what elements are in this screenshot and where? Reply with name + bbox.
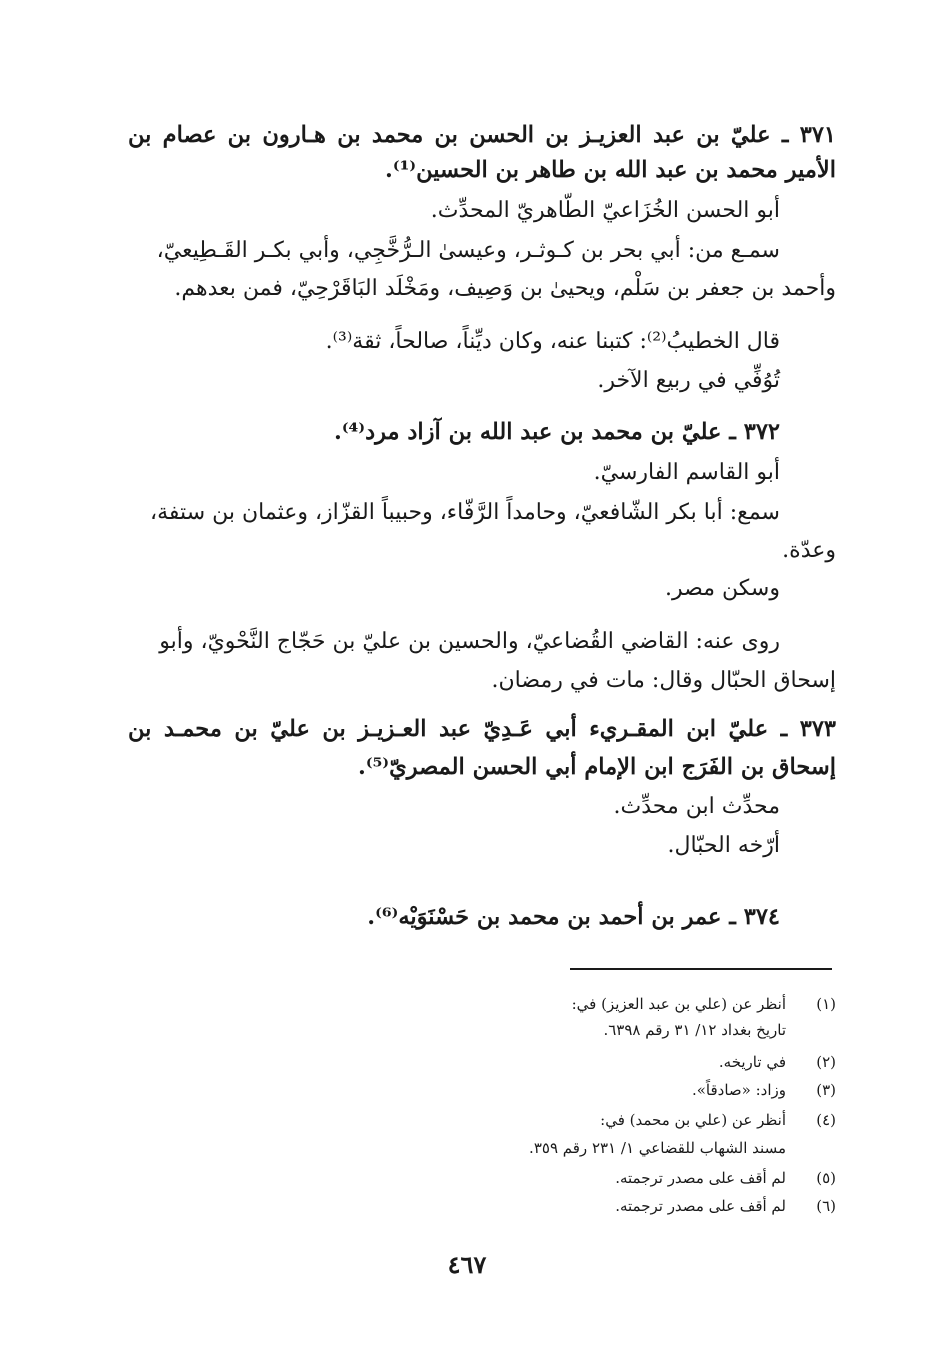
- entry-374-heading: ٣٧٤ ـ عمر بن أحمد بن محمد بن حَسْنَوَيْه⁽⁶⁾.: [367, 904, 780, 930]
- footnote-2: [719, 1050, 836, 1074]
- entry-371-death: تُوُفِّي في ربيع الآخر.: [597, 368, 780, 393]
- footnote-6: [615, 1194, 836, 1218]
- entry-373-description: محدِّث ابن محدِّث.: [613, 794, 780, 819]
- footnote-number: (٢): [816, 1053, 836, 1071]
- footnote-text: أنظر عن (علي بن محمد) في:: [600, 1111, 786, 1129]
- footnote-number: (٣): [816, 1081, 836, 1099]
- footnote-1-continuation: تاريخ بغداد ١٢/ ٣١ رقم ٦٣٩٨.: [603, 1021, 786, 1039]
- footnote-text: لم أقف على مصدر ترجمته.: [615, 1169, 786, 1187]
- entry-372-residence: وسكن مصر.: [665, 576, 780, 601]
- entry-373-dated-by: أرّخه الحبّال.: [667, 833, 780, 858]
- footnote-text: في تاريخه.: [718, 1053, 786, 1071]
- entry-371-teachers-line-2: وأحمد بن جعفر بن سَلْم، ويحيىٰ بن وَصِيف، ومَخْلَد البَاقَرْحِيّ، فمن بعدهم.: [174, 276, 836, 301]
- footnote-4: [600, 1108, 836, 1132]
- footnote-number: (٤): [816, 1111, 836, 1129]
- entry-371-teachers-line-1: سمـع من: أبي بحر بن كـوثـر، وعيسىٰ الـرُّخَّجِي، وأبي بكـر القَـطِيعيّ،: [156, 238, 780, 263]
- footnote-number: (٦): [816, 1197, 836, 1215]
- footnote-number: (٥): [816, 1169, 836, 1187]
- footnote-number: (١): [816, 995, 836, 1013]
- entry-373-heading-line-1: ٣٧٣ ـ عليّ ابن المقـريء أبي عَـدِيّ عبد العـزيـز بن عليّ بن محمـد بن: [128, 716, 836, 742]
- entry-371-heading-line-1: ٣٧١ ـ عليّ بن عبد العزيـز بن الحسن بن محمد بن هـارون بن عصام بن: [128, 122, 836, 148]
- entry-372-narrators-line-2: إسحاق الحبّال وقال: مات في رمضان.: [491, 668, 836, 693]
- footnote-separator: [570, 968, 832, 970]
- footnote-text: لم أقف على مصدر ترجمته.: [615, 1197, 786, 1215]
- entry-372-kunya: أبو القاسم الفارسيّ.: [593, 460, 780, 485]
- entry-372-narrators-line-1: روى عنه: القاضي القُضاعيّ، والحسين بن عليّ بن حَجّاج النَّحْويّ، وأبو: [159, 629, 780, 654]
- footnote-text: أنظر عن (علي بن عبد العزيز) في:: [571, 995, 786, 1013]
- footnote-text: وزاد: «صادقاً».: [691, 1081, 786, 1099]
- footnote-5: [615, 1166, 836, 1190]
- entry-372-teachers-line-1: سمع: أبا بكر الشّافعيّ، وحامداً الرَّفّاء، وحبيباً القزّاز، وعثمان بن ستفة،: [150, 500, 780, 525]
- entry-373-heading-line-2: إسحاق بن الفَرَج ابن الإمام أبي الحسن المصريّ⁽⁵⁾.: [357, 754, 836, 780]
- footnote-1: [572, 992, 836, 1016]
- footnote-3: [692, 1078, 836, 1102]
- entry-371-khatib-quote: قال الخطيبُ⁽²⁾: كتبنا عنه، وكان ديِّناً، صالحاً، ثقة⁽³⁾.: [325, 329, 780, 354]
- entry-371-kunya: أبو الحسن الخُزَاعيّ الطّاهريّ المحدِّث.: [430, 198, 780, 223]
- entry-371-heading-line-2: الأمير محمد بن عبد الله بن طاهر بن الحسين⁽¹⁾.: [385, 157, 836, 183]
- footnote-4-continuation: مسند الشهاب للقضاعي ١/ ٢٣١ رقم ٣٥٩.: [529, 1139, 786, 1157]
- page-number: ٤٦٧: [447, 1250, 487, 1279]
- entry-372-teachers-line-2: وعدّة.: [782, 538, 836, 563]
- entry-372-heading: ٣٧٢ ـ عليّ بن محمد بن عبد الله بن آزاد مرد⁽⁴⁾.: [333, 419, 780, 445]
